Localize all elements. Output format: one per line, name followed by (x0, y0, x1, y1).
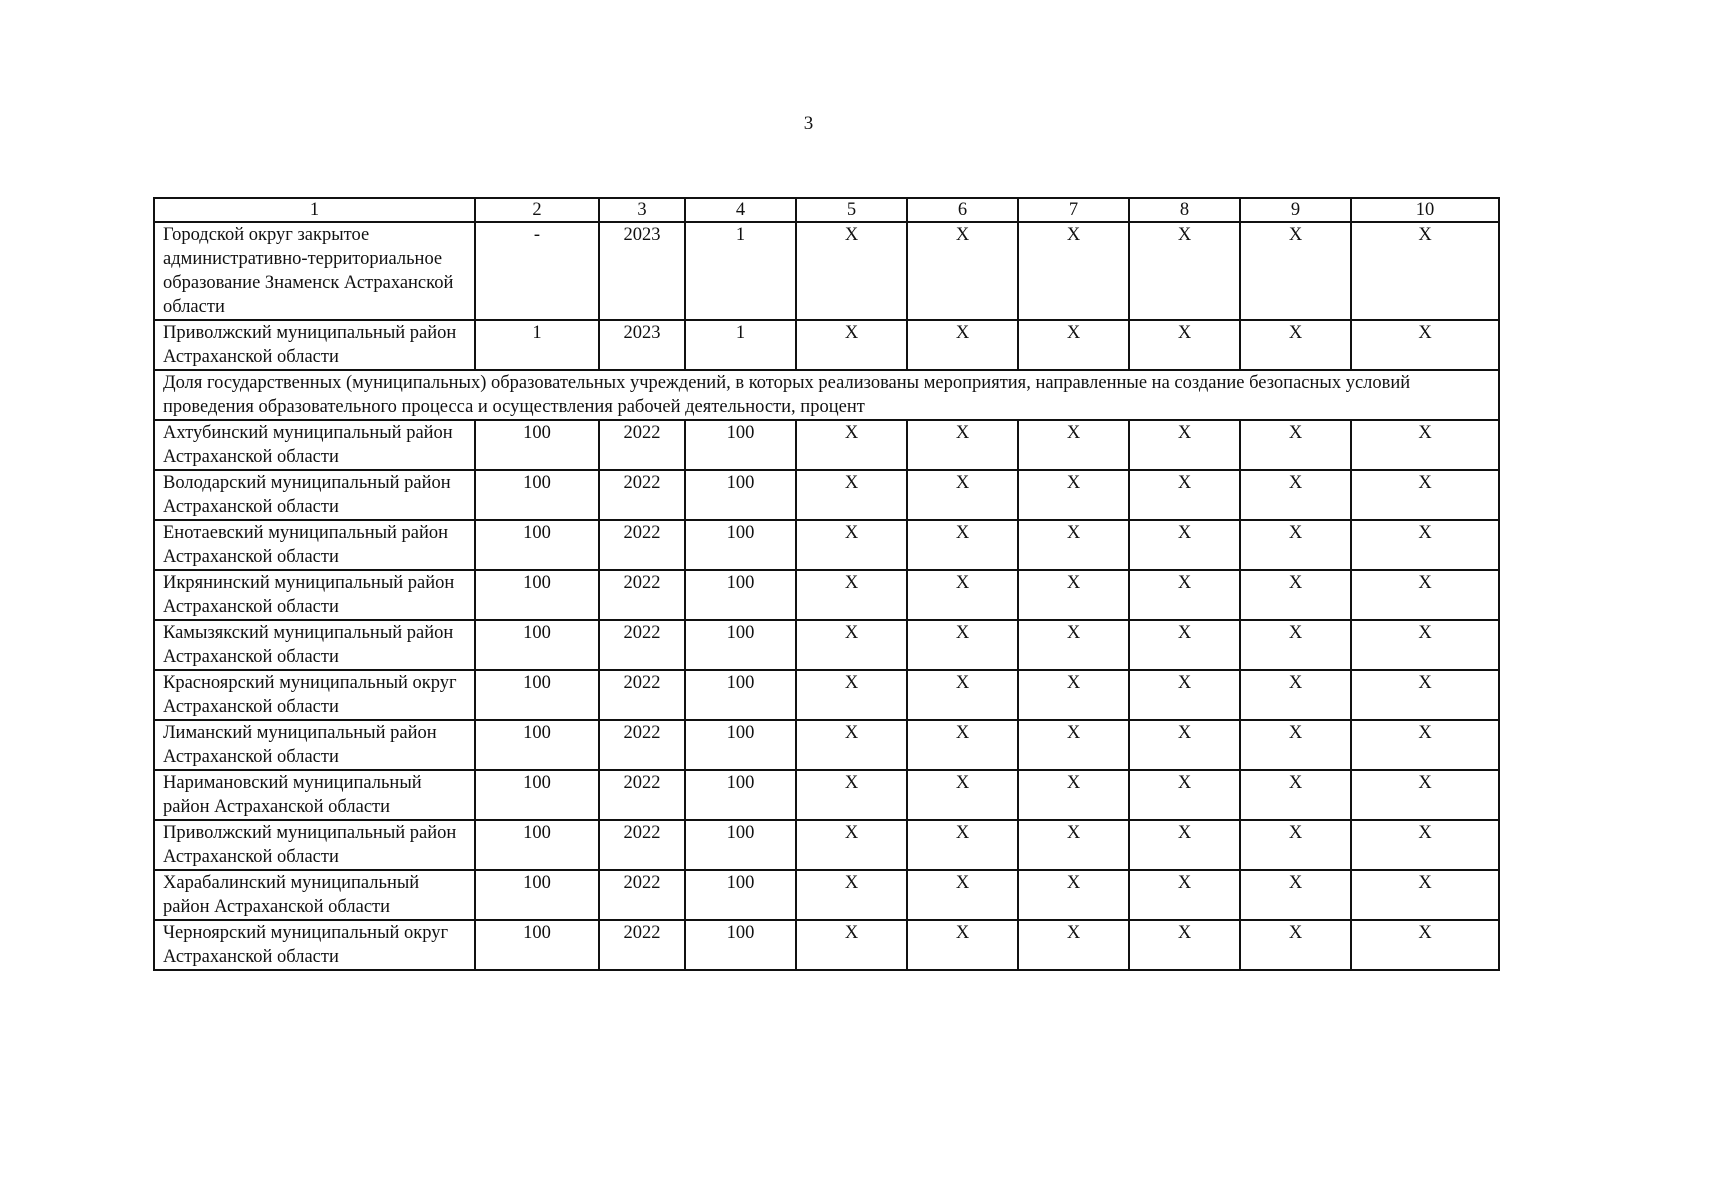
table-cell: X (1351, 870, 1499, 920)
table-row (154, 570, 1499, 620)
table-cell: 100 (475, 570, 599, 620)
table-row (154, 222, 1499, 320)
table-cell: X (1129, 720, 1240, 770)
table-cell: X (907, 470, 1018, 520)
table-cell: 2022 (599, 770, 685, 820)
column-number: 4 (685, 198, 796, 222)
table-cell: 100 (685, 420, 796, 470)
table-cell: X (1240, 670, 1351, 720)
table-cell: X (796, 720, 907, 770)
table-cell: X (1240, 770, 1351, 820)
table-cell: 100 (685, 720, 796, 770)
table-cell: X (796, 222, 907, 320)
table-cell: X (1351, 920, 1499, 970)
table-cell: X (1240, 222, 1351, 320)
table-cell: X (1129, 620, 1240, 670)
table-row (154, 920, 1499, 970)
table-cell: X (796, 520, 907, 570)
table-cell: 100 (475, 820, 599, 870)
table-row (154, 620, 1499, 670)
municipality-name: Красноярский муниципальный округ Астраханской области (154, 670, 475, 720)
table-cell: 100 (475, 470, 599, 520)
table-cell: X (796, 920, 907, 970)
table-cell: 100 (475, 770, 599, 820)
table-cell: 100 (475, 620, 599, 670)
column-number: 8 (1129, 198, 1240, 222)
table-cell: X (1240, 820, 1351, 870)
table-cell: 2022 (599, 720, 685, 770)
column-number: 3 (599, 198, 685, 222)
table-cell: X (907, 920, 1018, 970)
table-cell: 100 (685, 820, 796, 870)
table-cell: X (1240, 620, 1351, 670)
table-row (154, 420, 1499, 470)
table-row (154, 670, 1499, 720)
municipality-name: Приволжский муниципальный район Астраханской области (154, 320, 475, 370)
column-number: 1 (154, 198, 475, 222)
table-cell: X (1351, 470, 1499, 520)
table-cell: 100 (685, 870, 796, 920)
table-cell: X (907, 420, 1018, 470)
table-cell: X (907, 720, 1018, 770)
table-row (154, 320, 1499, 370)
table-cell: X (1240, 470, 1351, 520)
column-number: 5 (796, 198, 907, 222)
table-cell: 100 (685, 620, 796, 670)
column-number: 10 (1351, 198, 1499, 222)
table-cell: X (796, 820, 907, 870)
municipality-name: Икрянинский муниципальный район Астраханской области (154, 570, 475, 620)
table-cell: X (1018, 320, 1129, 370)
table-cell: X (907, 670, 1018, 720)
table-cell: X (1129, 820, 1240, 870)
table-cell: X (1240, 320, 1351, 370)
table-cell: X (1018, 720, 1129, 770)
table-cell: 100 (685, 570, 796, 620)
table-cell: X (1240, 720, 1351, 770)
column-number: 9 (1240, 198, 1351, 222)
table-cell: X (1129, 520, 1240, 570)
table-cell: X (1240, 420, 1351, 470)
municipality-name: Камызякский муниципальный район Астраханской области (154, 620, 475, 670)
page-number: 3 (803, 113, 814, 134)
table-cell: X (1351, 570, 1499, 620)
table-cell: X (1351, 670, 1499, 720)
table-cell: X (1351, 520, 1499, 570)
table-cell: 100 (475, 670, 599, 720)
table-row (154, 870, 1499, 920)
column-number-row (154, 198, 1499, 222)
municipality-name: Харабалинский муниципальный район Астраханской области (154, 870, 475, 920)
table-cell: 2022 (599, 670, 685, 720)
section-heading: Доля государственных (муниципальных) образовательных учреждений, в которых реализованы мероприятия, направленные на создание безопасных условий проведения образовательного процесса и осуществления рабочей деятельности, процент (154, 370, 1499, 420)
municipality-name: Черноярский муниципальный округ Астраханской области (154, 920, 475, 970)
table-cell: 2023 (599, 320, 685, 370)
table-cell: X (1129, 222, 1240, 320)
table-cell: X (796, 420, 907, 470)
table-cell: 1 (685, 320, 796, 370)
table-cell: X (1018, 222, 1129, 320)
table-row (154, 470, 1499, 520)
table-cell: X (1351, 320, 1499, 370)
table-cell: X (796, 470, 907, 520)
table-cell: X (1351, 820, 1499, 870)
municipality-name: Лиманский муниципальный район Астраханской области (154, 720, 475, 770)
table-cell: 2023 (599, 222, 685, 320)
table-cell: X (796, 670, 907, 720)
table-cell: X (1129, 470, 1240, 520)
table-cell: X (1018, 620, 1129, 670)
table-cell: X (1018, 820, 1129, 870)
table-cell: X (1018, 770, 1129, 820)
table-cell: 1 (685, 222, 796, 320)
table-cell: 100 (475, 920, 599, 970)
table-cell: X (1018, 870, 1129, 920)
section-heading-row (154, 370, 1499, 420)
table-cell: X (907, 620, 1018, 670)
table-cell: 2022 (599, 520, 685, 570)
table-cell: 100 (685, 770, 796, 820)
table-row (154, 770, 1499, 820)
table-row (154, 720, 1499, 770)
table-cell: 100 (685, 670, 796, 720)
table-cell: X (796, 620, 907, 670)
table-cell: X (907, 222, 1018, 320)
municipality-name: Приволжский муниципальный район Астраханской области (154, 820, 475, 870)
table-cell: X (907, 820, 1018, 870)
table-cell: X (1351, 222, 1499, 320)
table-cell: X (907, 570, 1018, 620)
column-number: 7 (1018, 198, 1129, 222)
table-cell: X (1351, 620, 1499, 670)
table-cell: 2022 (599, 820, 685, 870)
table-cell: X (1351, 770, 1499, 820)
indicator-table (153, 197, 1500, 971)
table-cell: X (907, 320, 1018, 370)
table-cell: X (1129, 770, 1240, 820)
table-cell: 100 (475, 870, 599, 920)
table-cell: 2022 (599, 920, 685, 970)
table-cell: X (1240, 870, 1351, 920)
table-cell: 100 (475, 520, 599, 570)
table-cell: X (1018, 670, 1129, 720)
table-cell: X (1351, 420, 1499, 470)
table-cell: X (796, 870, 907, 920)
table-cell: X (907, 870, 1018, 920)
table-cell: - (475, 222, 599, 320)
table-row (154, 820, 1499, 870)
municipality-name: Енотаевский муниципальный район Астраханской области (154, 520, 475, 570)
table-cell: 100 (475, 420, 599, 470)
table-cell: X (1240, 520, 1351, 570)
table-cell: 100 (685, 520, 796, 570)
table-cell: X (1129, 920, 1240, 970)
table-cell: X (1018, 920, 1129, 970)
table-cell: X (1129, 570, 1240, 620)
table-cell: X (1129, 870, 1240, 920)
table-cell: X (796, 570, 907, 620)
column-number: 2 (475, 198, 599, 222)
table-cell: X (907, 520, 1018, 570)
table-cell: 2022 (599, 870, 685, 920)
table-cell: X (907, 770, 1018, 820)
table-cell: 100 (685, 470, 796, 520)
table-cell: X (1018, 470, 1129, 520)
table-cell: X (1018, 570, 1129, 620)
table-cell: X (1018, 420, 1129, 470)
table-cell: X (796, 320, 907, 370)
table-cell: X (1240, 920, 1351, 970)
municipality-name: Наримановский муниципальный район Астраханской области (154, 770, 475, 820)
table-cell: 100 (685, 920, 796, 970)
table-cell: X (1351, 720, 1499, 770)
table-cell: 2022 (599, 620, 685, 670)
municipality-name: Ахтубинский муниципальный район Астраханской области (154, 420, 475, 470)
table-cell: 2022 (599, 470, 685, 520)
table-cell: X (1018, 520, 1129, 570)
table-cell: X (1240, 570, 1351, 620)
municipality-name: Городской округ закрытое административно-территориальное образование Знаменск Астраханской области (154, 222, 475, 320)
table-cell: 100 (475, 720, 599, 770)
table-row (154, 520, 1499, 570)
table-cell: X (796, 770, 907, 820)
table-cell: 2022 (599, 570, 685, 620)
table-cell: 1 (475, 320, 599, 370)
table-cell: X (1129, 670, 1240, 720)
table-cell: 2022 (599, 420, 685, 470)
table-cell: X (1129, 320, 1240, 370)
table-cell: X (1129, 420, 1240, 470)
column-number: 6 (907, 198, 1018, 222)
municipality-name: Володарский муниципальный район Астраханской области (154, 470, 475, 520)
